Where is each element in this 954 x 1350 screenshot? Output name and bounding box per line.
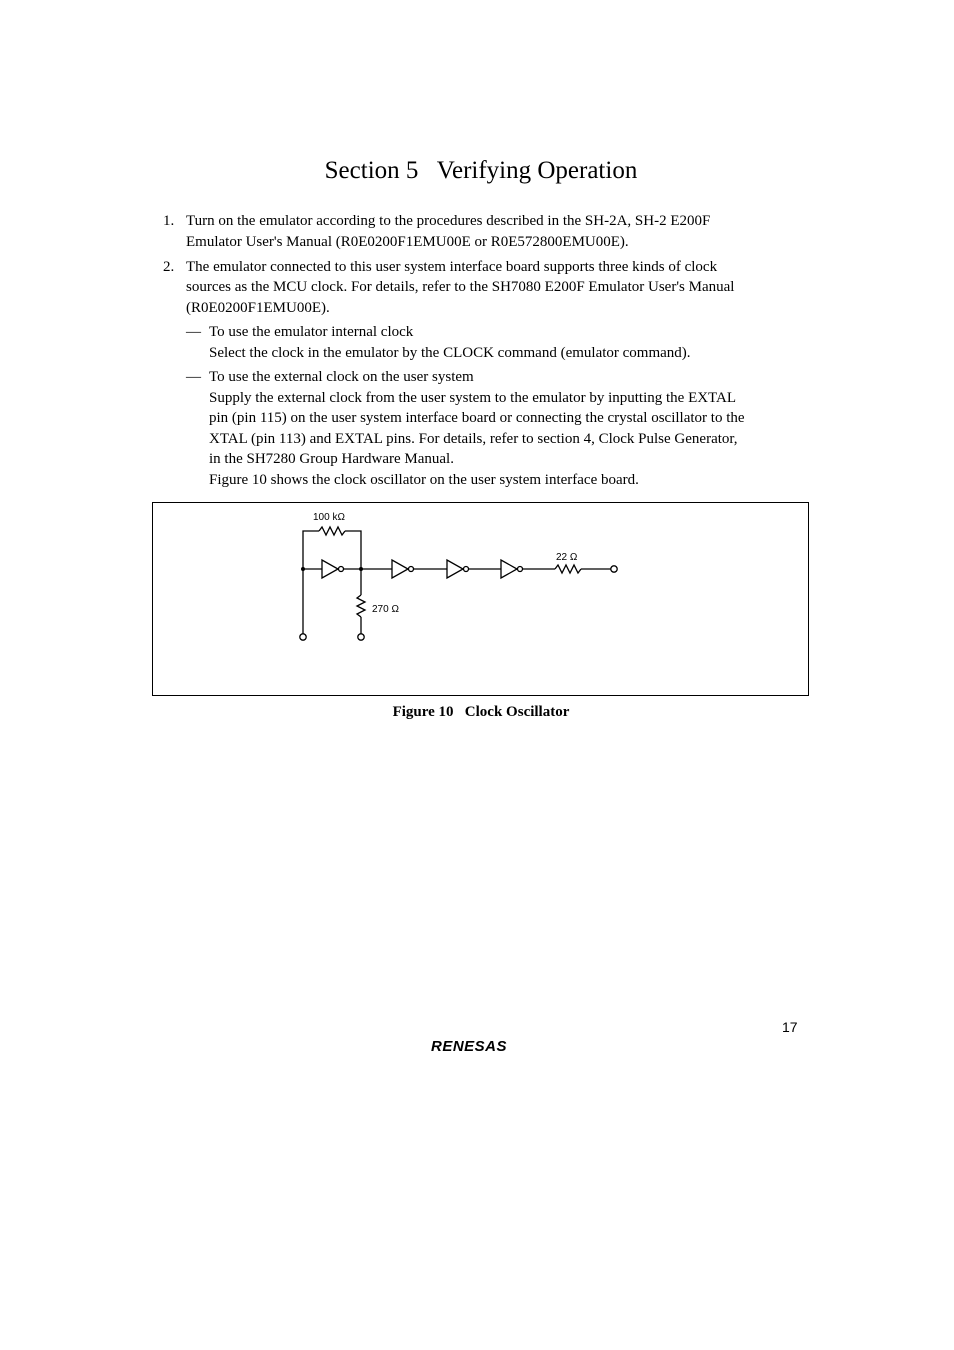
clock-oscillator-figure xyxy=(152,502,809,696)
terminal-right xyxy=(358,634,364,640)
inverter-1 xyxy=(322,560,338,578)
sub-item-line: Figure 10 shows the clock oscillator on the user system interface board. xyxy=(209,471,639,488)
figure-caption: Figure 10 Clock Oscillator xyxy=(392,704,570,720)
list-item-line: (R0E0200F1EMU00E). xyxy=(186,299,330,316)
resistor-100k xyxy=(319,527,345,535)
sub-item-line: Select the clock in the emulator by the CLOCK command (emulator command). xyxy=(209,344,691,361)
section-title: Section 5 Verifying Operation xyxy=(324,157,638,184)
list-item-number: 2. xyxy=(163,258,175,275)
sub-item-line: To use the external clock on the user system xyxy=(209,369,474,385)
inverter-2 xyxy=(392,560,408,578)
sub-item-line: To use the emulator internal clock xyxy=(209,324,414,340)
logo-text: RENESAS xyxy=(431,1038,508,1054)
sub-item-line: in the SH7280 Group Hardware Manual. xyxy=(209,451,454,467)
list-item-line: sources as the MCU clock. For details, refer to the SH7080 E200F Emulator User's Manual xyxy=(186,279,735,295)
sub-item-line: Supply the external clock from the user system to the emulator by inputting the EXTAL xyxy=(209,389,737,406)
resistor-22 xyxy=(555,565,581,573)
junction-dot xyxy=(359,567,363,571)
resistor-label: 100 kΩ xyxy=(313,512,345,523)
list-item-line: Emulator User's Manual (R0E0200F1EMU00E or R0E572800EMU00E). xyxy=(186,233,629,250)
junction-dot xyxy=(301,567,305,571)
list-item-number: 1. xyxy=(163,213,175,229)
resistor-270 xyxy=(357,595,365,617)
page-number: 17 xyxy=(782,1019,798,1035)
terminal-left xyxy=(300,634,306,640)
sub-item-line: XTAL (pin 113) and EXTAL pins. For details, refer to section 4, Clock Pulse Generator, xyxy=(209,430,738,447)
list-item-line: Turn on the emulator according to the procedures described in the SH-2A, SH-2 E200F xyxy=(186,213,711,229)
list-item-line: The emulator connected to this user system interface board supports three kinds of clock xyxy=(186,258,718,275)
sub-item-dash: — xyxy=(186,324,201,340)
output-terminal xyxy=(611,566,617,572)
inverter-3 xyxy=(447,560,463,578)
circuit-diagram xyxy=(153,503,808,695)
inverter-4 xyxy=(501,560,517,578)
resistor-label: 270 Ω xyxy=(372,604,399,615)
sub-item-line: pin (pin 115) on the user system interface board or connecting the crystal oscillator to the xyxy=(209,410,745,426)
resistor-label: 22 Ω xyxy=(556,552,578,563)
renesas-logo xyxy=(431,1036,531,1059)
sub-item-dash: — xyxy=(186,369,201,385)
